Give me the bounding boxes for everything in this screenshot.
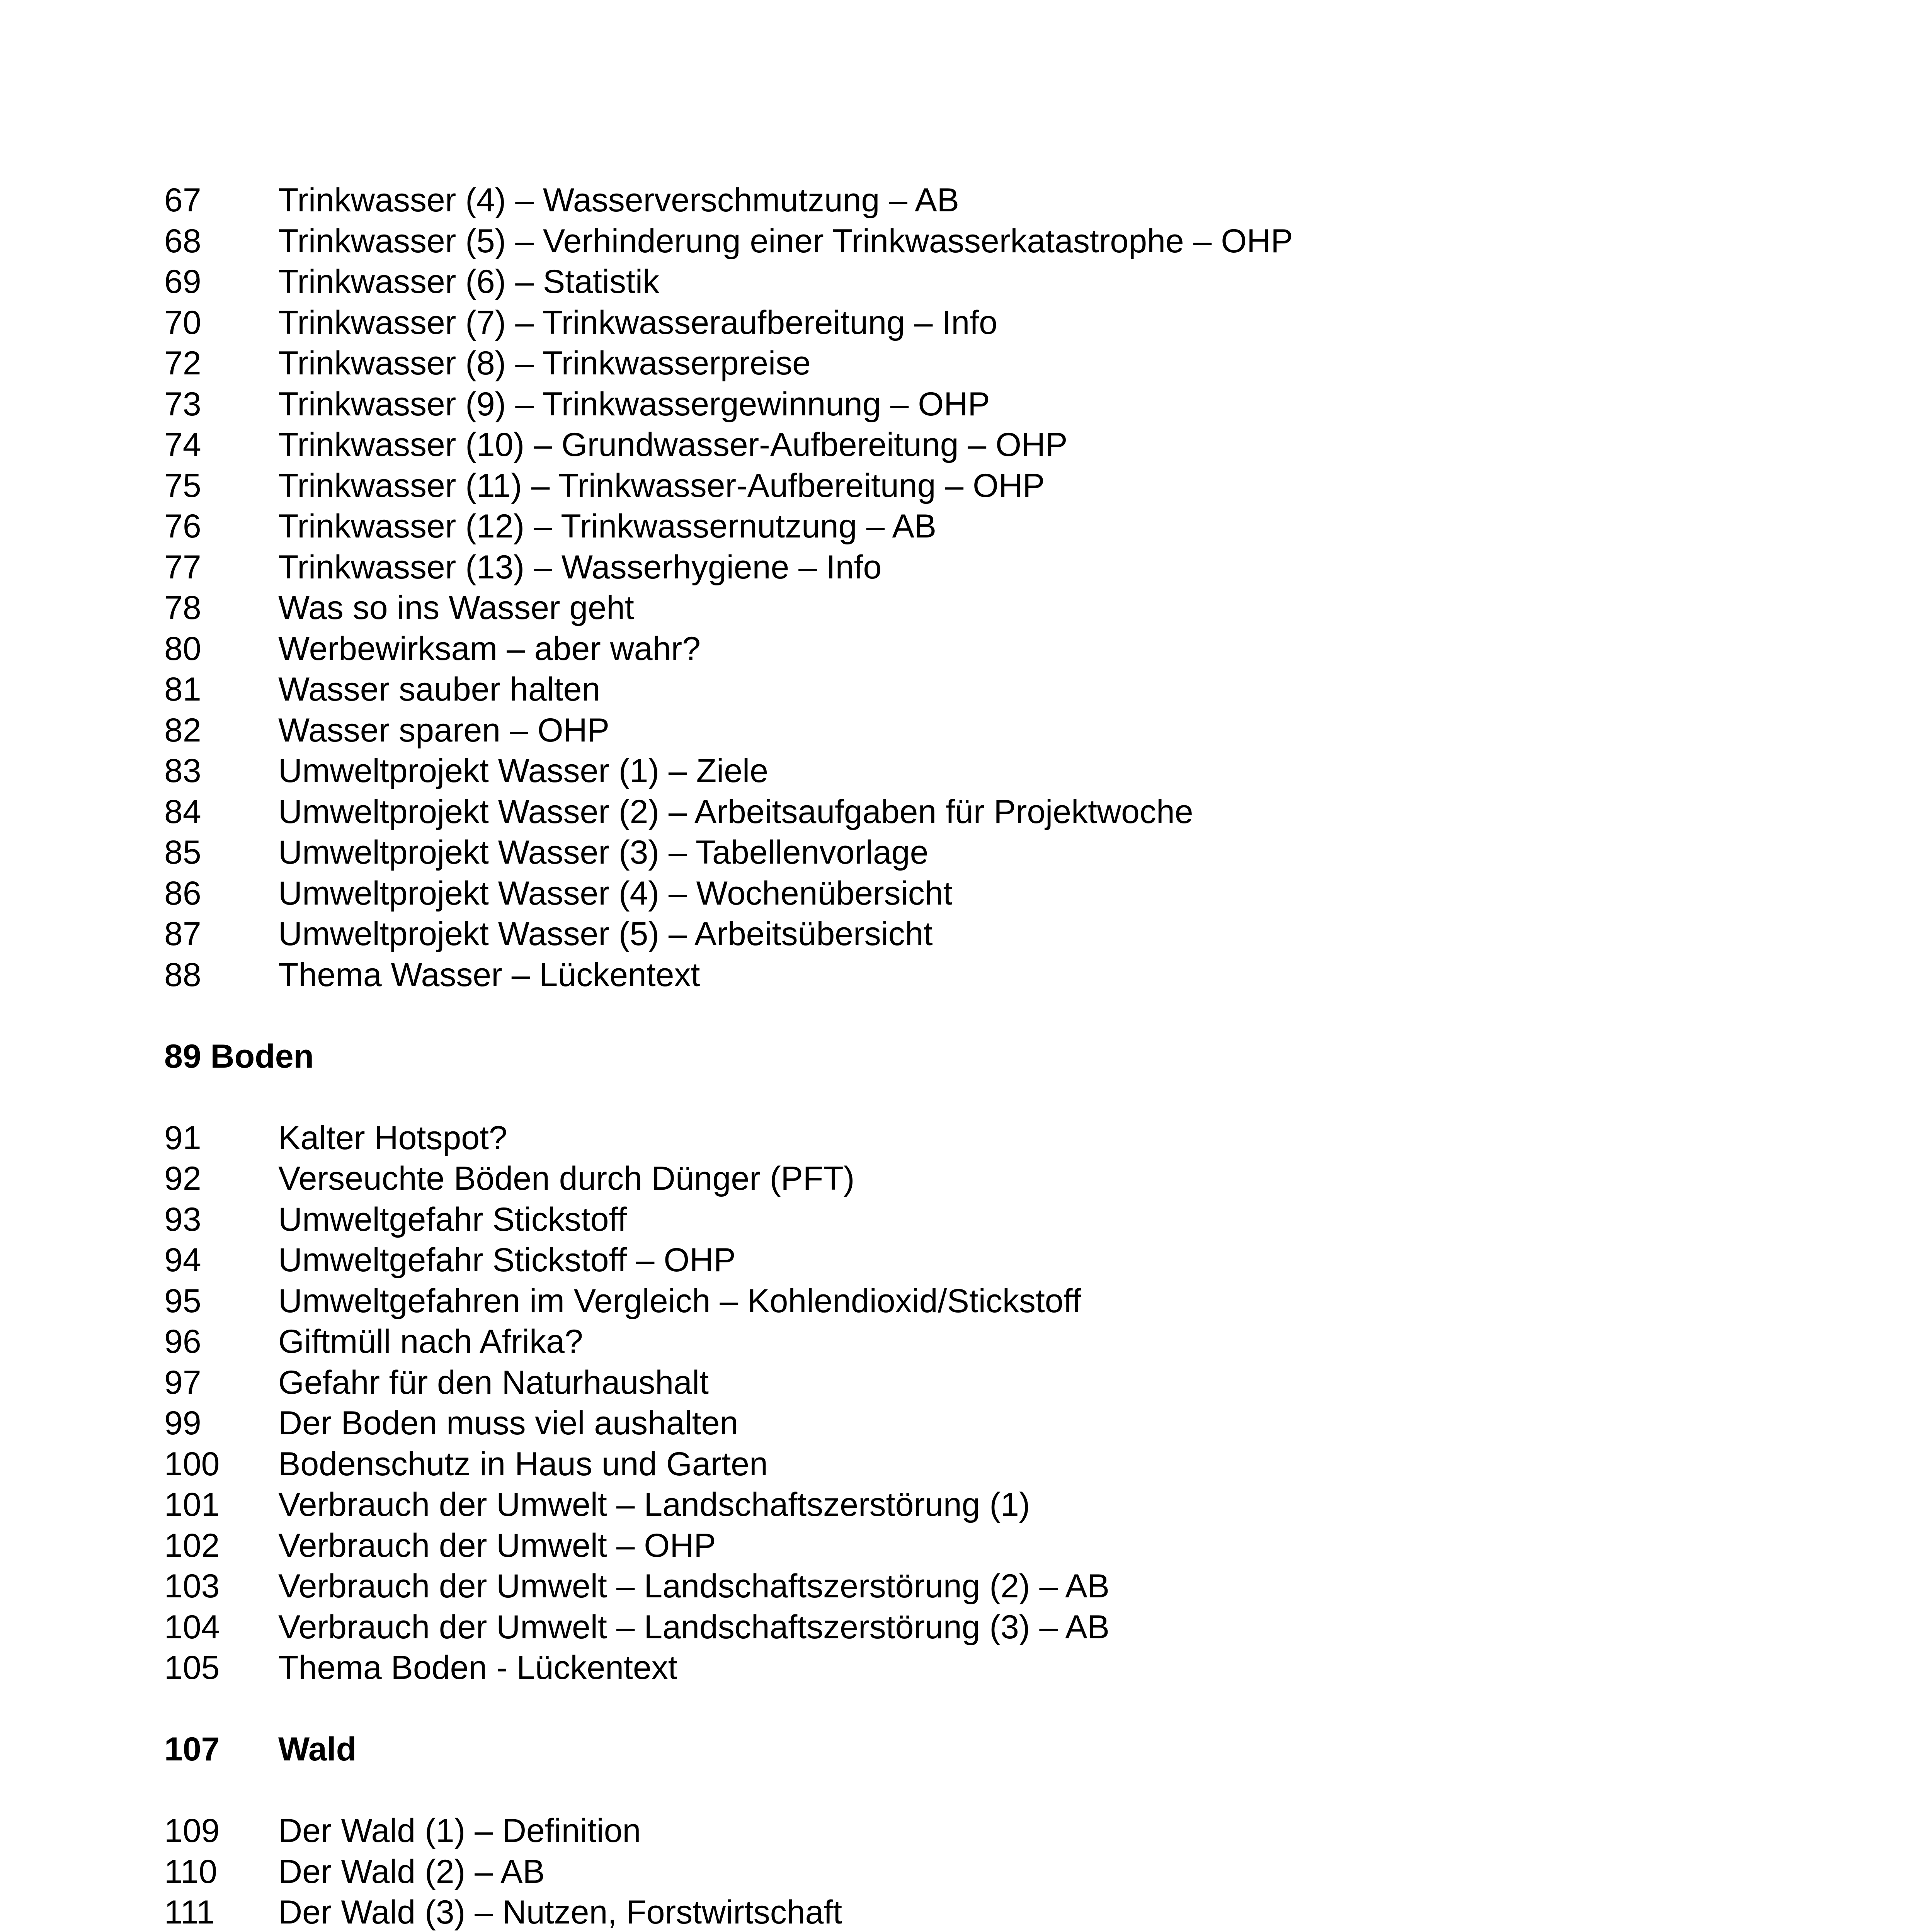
entry-page-number: 80 (164, 630, 201, 667)
toc-entry (164, 1648, 1749, 1689)
toc-entry (164, 1852, 1749, 1893)
entry-page-number: 111 (164, 1894, 215, 1931)
entry-title: Der Boden muss viel aushalten (278, 1405, 738, 1442)
entry-title: Thema Wasser – Lückentext (278, 956, 700, 993)
entry-page-number: 76 (164, 508, 201, 545)
toc-entry (164, 1362, 1749, 1403)
toc-entry (164, 1892, 1749, 1932)
entry-title: Gefahr für den Naturhaushalt (278, 1364, 709, 1401)
toc-entry (164, 180, 1749, 221)
toc-entry (164, 1444, 1749, 1485)
entry-title: Giftmüll nach Afrika? (278, 1323, 583, 1360)
entry-page-number: 67 (164, 182, 201, 219)
entry-page-number: 86 (164, 874, 201, 912)
entry-page-number: 101 (164, 1486, 220, 1523)
entry-page-number: 93 (164, 1201, 201, 1238)
toc-entry (164, 955, 1749, 996)
entry-title: Verbrauch der Umwelt – Landschaftszerstörung (3) – AB (278, 1608, 1110, 1646)
entry-title: Trinkwasser (12) – Trinkwassernutzung – AB (278, 508, 937, 545)
entry-page-number: 75 (164, 467, 201, 504)
toc-entry (164, 547, 1749, 588)
toc-entry (164, 873, 1749, 914)
entry-page-number: 77 (164, 548, 201, 586)
entry-title: Wasser sauber halten (278, 671, 601, 708)
toc-entry (164, 466, 1749, 507)
toc-entry (164, 588, 1749, 629)
entry-title: Umweltgefahr Stickstoff (278, 1201, 627, 1238)
entry-page-number: 109 (164, 1812, 220, 1849)
toc-entry (164, 1403, 1749, 1444)
entry-page-number: 103 (164, 1568, 220, 1605)
entry-page-number: 72 (164, 345, 201, 382)
entry-page-number: 105 (164, 1649, 220, 1686)
toc-entry (164, 221, 1749, 262)
toc-entry (164, 1158, 1749, 1199)
entry-page-number: 104 (164, 1608, 220, 1646)
entry-title: Trinkwasser (9) – Trinkwassergewinnung – OHP (278, 385, 990, 423)
entry-title: Thema Boden - Lückentext (278, 1649, 677, 1686)
spacer (164, 1770, 1749, 1811)
section-heading (164, 1036, 1749, 1077)
toc-entry (164, 629, 1749, 670)
entry-title: Umweltprojekt Wasser (1) – Ziele (278, 752, 768, 789)
section-heading-title: Wald (278, 1731, 357, 1768)
toc-entry (164, 1607, 1749, 1648)
entry-page-number: 69 (164, 263, 201, 300)
entry-page-number: 74 (164, 426, 201, 463)
entry-page-number: 84 (164, 793, 201, 830)
entry-title: Trinkwasser (13) – Wasserhygiene – Info (278, 548, 882, 586)
entry-title: Verbrauch der Umwelt – Landschaftszerstörung (1) (278, 1486, 1030, 1523)
entry-page-number: 81 (164, 671, 201, 708)
entry-title: Trinkwasser (5) – Verhinderung einer Trinkwasserkatastrophe – OHP (278, 222, 1293, 260)
toc-entry (164, 1199, 1749, 1240)
entry-title: Umweltgefahren im Vergleich – Kohlendioxid/Stickstoff (278, 1282, 1081, 1320)
entry-title: Trinkwasser (6) – Statistik (278, 263, 660, 300)
entry-page-number: 100 (164, 1445, 220, 1483)
toc-entry (164, 262, 1749, 303)
entry-page-number: 97 (164, 1364, 201, 1401)
toc-entry (164, 1281, 1749, 1322)
entry-page-number: 110 (164, 1853, 218, 1890)
toc-entry (164, 1566, 1749, 1607)
entry-page-number: 85 (164, 834, 201, 871)
toc-entry (164, 832, 1749, 873)
toc-entry (164, 384, 1749, 425)
entry-title: Trinkwasser (10) – Grundwasser-Aufbereitung – OHP (278, 426, 1068, 463)
entry-title: Der Wald (1) – Definition (278, 1812, 641, 1849)
entry-page-number: 91 (164, 1119, 201, 1156)
entry-title: Verseuchte Böden durch Dünger (PFT) (278, 1160, 855, 1197)
entry-title: Umweltprojekt Wasser (5) – Arbeitsübersicht (278, 915, 933, 952)
toc-entry (164, 1240, 1749, 1281)
spacer (164, 1689, 1749, 1730)
entry-title: Verbrauch der Umwelt – OHP (278, 1527, 716, 1564)
entry-page-number: 88 (164, 956, 201, 993)
entry-title: Kalter Hotspot? (278, 1119, 507, 1156)
entry-page-number: 99 (164, 1405, 201, 1442)
entry-page-number: 87 (164, 915, 201, 952)
entry-title: Werbewirksam – aber wahr? (278, 630, 701, 667)
entry-page-number: 94 (164, 1242, 201, 1279)
toc-entry (164, 1485, 1749, 1526)
toc-entry (164, 914, 1749, 955)
toc-entry (164, 425, 1749, 466)
toc-entry (164, 669, 1749, 710)
entry-title: Trinkwasser (7) – Trinkwasseraufbereitung – Info (278, 304, 997, 341)
toc-entry (164, 1118, 1749, 1159)
entry-title: Umweltprojekt Wasser (2) – Arbeitsaufgaben für Projektwoche (278, 793, 1193, 830)
entry-title: Trinkwasser (11) – Trinkwasser-Aufbereitung – OHP (278, 467, 1045, 504)
entry-title: Was so ins Wasser geht (278, 589, 634, 626)
entry-title: Wasser sparen – OHP (278, 711, 610, 749)
entry-title: Der Wald (2) – AB (278, 1853, 545, 1890)
entry-page-number: 68 (164, 222, 201, 260)
entry-title: Der Wald (3) – Nutzen, Forstwirtschaft (278, 1894, 842, 1931)
spacer (164, 1077, 1749, 1118)
entry-page-number: 83 (164, 752, 201, 789)
entry-page-number: 102 (164, 1527, 220, 1564)
toc-entry (164, 751, 1749, 792)
entry-title: Trinkwasser (4) – Wasserverschmutzung – AB (278, 182, 959, 219)
entry-title: Umweltprojekt Wasser (3) – Tabellenvorlage (278, 834, 929, 871)
entry-title: Verbrauch der Umwelt – Landschaftszerstörung (2) – AB (278, 1568, 1110, 1605)
section-heading (164, 1729, 1749, 1770)
spacer (164, 995, 1749, 1036)
section-heading-title: 89 Boden (164, 1037, 314, 1075)
entry-page-number: 70 (164, 304, 201, 341)
entry-title: Umweltprojekt Wasser (4) – Wochenübersicht (278, 874, 953, 912)
entry-page-number: 92 (164, 1160, 201, 1197)
entry-title: Umweltgefahr Stickstoff – OHP (278, 1242, 736, 1279)
entry-page-number: 95 (164, 1282, 201, 1320)
toc-entry (164, 506, 1749, 547)
toc-entry (164, 343, 1749, 384)
entry-page-number: 73 (164, 385, 201, 423)
entry-title: Bodenschutz in Haus und Garten (278, 1445, 768, 1483)
entry-page-number: 82 (164, 711, 201, 749)
entry-title: Trinkwasser (8) – Trinkwasserpreise (278, 345, 811, 382)
entry-page-number: 96 (164, 1323, 201, 1360)
toc-entry (164, 303, 1749, 344)
section-heading-page: 107 (164, 1731, 220, 1768)
toc-entry (164, 1811, 1749, 1852)
toc-entry (164, 710, 1749, 751)
toc-entry (164, 1526, 1749, 1566)
toc-entry (164, 1321, 1749, 1362)
table-of-contents (164, 180, 1749, 1932)
entry-page-number: 78 (164, 589, 201, 626)
toc-entry (164, 792, 1749, 833)
